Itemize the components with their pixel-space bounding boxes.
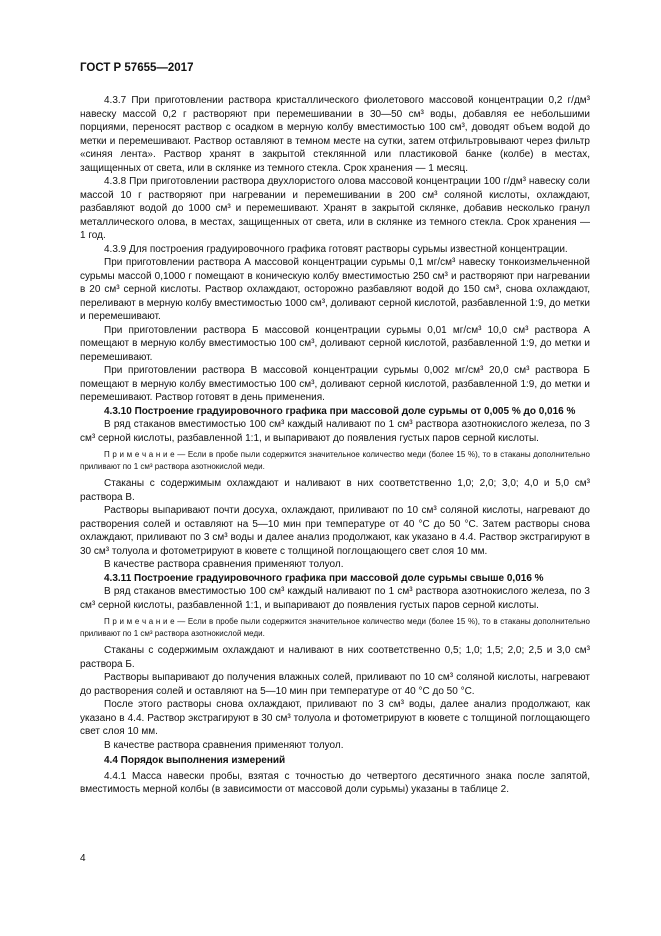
- heading-4-4: 4.4 Порядок выполнения измерений: [104, 755, 286, 766]
- heading-4-3-10: 4.3.10 Построение градуировочного графика при массовой доле сурьмы от 0,005 % до 0,016 %: [104, 405, 576, 417]
- para-beakers-cool-2: Стаканы с содержимым охлаждают и наливают в них соответственно 0,5; 1,0; 1,5; 2,0; 2,5 и 3,0 см³ раствора Б.: [80, 645, 590, 670]
- para-cool-again-2: После этого растворы снова охлаждают, приливают по 3 см³ воды, далее анализ продолжают, как указано в 4.4. Раствор экстрагируют в 30 см³ толуола и фотометрируют в кювете с толщиной поглощающего свет слоя 10 мм.: [80, 699, 590, 737]
- para-reference-1: В качестве раствора сравнения применяют толуол.: [104, 559, 344, 570]
- para-4-3-8: 4.3.8 При приготовлении раствора двухлористого олова массовой концентрации 100 г/дм³ навеску соли массой 10 г растворяют при нагревании и перемешивании в 200 см³ соляной кислоты, охлаждают, разбавляют водой до 1000 см³ и перемешивают. Хранят в закрытой склянке, добавив несколько гранул металлического олова, в местах, защищенных от света, или в склянке из темного стекла. Срок хранения — 1 год.: [80, 176, 590, 241]
- para-evaporate-2: Растворы выпаривают до получения влажных солей, приливают по 10 см³ соляной кислоты, нагревают до растворения солей и оставляют на 5—10 мин при температуре от 40 °С до 50 °С.: [80, 672, 590, 697]
- para-4-3-9: 4.3.9 Для построения градуировочного графика готовят растворы сурьмы известной концентрации.: [104, 243, 568, 255]
- para-reference-2: В качестве раствора сравнения применяют толуол.: [104, 739, 344, 751]
- para-4-3-7: 4.3.7 При приготовлении раствора кристаллического фиолетового массовой концентрации 0,2 г/дм³ навеску массой 0,2 г растворяют при перемешивании в 30—50 см³ воды, добавляя ее небольшими порциями, переносят раствор с осадком в мерную колбу вместимостью 100 см³, доводят объем водой до метки и перемешивают. Раствор оставляют в темном месте на сутки, затем отфильтровывают через фильтр «синяя лента». Раствор хранят в закрытой стеклянной или пластиковой банке (колбе) в местах, защищенных от света, или в склянке из темного стекла. Срок хранения — 1 месяц.: [80, 95, 590, 174]
- heading-4-3-11: 4.3.11 Построение градуировочного графика при массовой доле сурьмы свыше 0,016 %: [104, 572, 544, 584]
- note-1: П р и м е ч а н и е — Если в пробе пыли содержится значительное количество меди (более 15 %), то в стаканы дополнительно приливают по 1 см³ раствора азотнокислой меди.: [80, 450, 590, 471]
- para-beakers-1: В ряд стаканов вместимостью 100 см³ каждый наливают по 1 см³ раствора азотнокислого железа, по 3 см³ серной кислоты, разбавленной 1:1, и выпаривают до появления густых паров серной кислоты.: [80, 419, 590, 444]
- note-2: П р и м е ч а н и е — Если в пробе пыли содержится значительное количество меди (более 15 %), то в стаканы дополнительно приливают по 1 см³ раствора азотнокислой меди.: [80, 617, 590, 638]
- standard-header: ГОСТ Р 57655—2017: [80, 62, 194, 74]
- para-beakers-2: В ряд стаканов вместимостью 100 см³ каждый наливают по 1 см³ раствора азотнокислого железа, по 3 см³ серной кислоты, разбавленной 1:1, и выпаривают до появления густых паров серной кислоты.: [80, 586, 590, 611]
- page-number: 4: [80, 853, 86, 864]
- para-solution-v: При приготовлении раствора В массовой концентрации сурьмы 0,002 мг/см³ 20,0 см³ раствора Б помещают в мерную колбу вместимостью 100 см³, доливают серной кислотой, разбавленной 1:9, до метки и перемешивают. Раствор готовят в день применения.: [80, 365, 590, 403]
- para-solution-a: При приготовлении раствора А массовой концентрации сурьмы 0,1 мг/см³ навеску тонкоизмельченной сурьмы массой 0,1000 г помещают в коническую колбу вместимостью 250 см³ и растворяют при нагревании в 20 см³ серной кислоты. Раствор охлаждают, осторожно разбавляют водой до 150 см³, снова охлаждают, переливают в мерную колбу вместимостью 1000 см³, доливают серной кислотой, разбавленной 1:9, до метки и перемешивают.: [80, 257, 590, 322]
- document-body: [80, 94, 590, 797]
- para-solution-b: При приготовлении раствора Б массовой концентрации сурьмы 0,01 мг/см³ 10,0 см³ раствора А помещают в мерную колбу вместимостью 100 см³, доливают серной кислотой, разбавленной 1:9, до метки и перемешивают.: [80, 324, 590, 363]
- para-4-4-1: 4.4.1 Масса навески пробы, взятая с точностью до четвертого десятичного знака после запятой, вместимость мерной колбы (в зависимости от массовой доли сурьмы) указаны в таблице 2.: [80, 770, 590, 795]
- para-evaporate-1: Растворы выпаривают почти досуха, охлаждают, приливают по 10 см³ соляной кислоты, нагревают до растворения солей и оставляют на 5—10 мин при температуре от 40 °С до 50 °С. Затем растворы снова охлаждают, приливают по 3 см³ воды и далее анализ продолжают, как указано в 4.4. Раствор экстрагируют в 30 см³ толуола и фотометрируют в кювете с толщиной поглощающего свет слоя 10 мм.: [80, 505, 590, 557]
- para-beakers-cool-1: Стаканы с содержимым охлаждают и наливают в них соответственно 1,0; 2,0; 3,0; 4,0 и 5,0 см³ раствора В.: [80, 478, 590, 503]
